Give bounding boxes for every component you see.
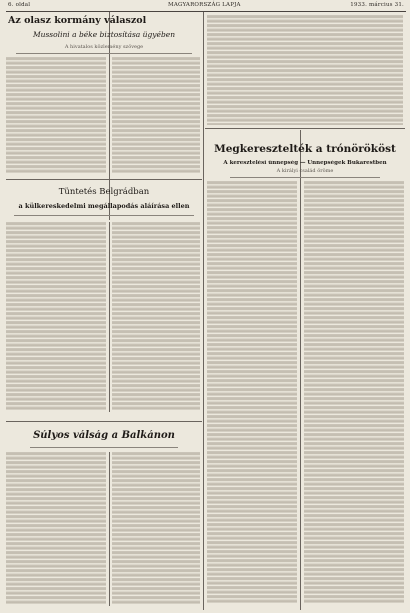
article-2-col-1-text: [6, 222, 106, 410]
running-header: [8, 2, 404, 11]
article-2-title: Tüntetés Belgrádban: [58, 187, 150, 197]
article-1-col-2-text: [112, 57, 200, 174]
article-1-head-rule: [16, 53, 192, 54]
right-column-top-rule: [205, 128, 405, 129]
article-2-subtitle: a külkereskedelmi megállapodás aláírása ellen: [18, 202, 190, 210]
article-4-title: Megkeresztelték a trónörököst: [214, 143, 396, 155]
issue-date: 1933. március 31.: [350, 2, 404, 8]
header-rule: [6, 11, 406, 12]
article-1-col-1-text: [6, 57, 106, 174]
article-1-note: A hivatalos közlemény szövege: [64, 44, 144, 50]
column-rule-2: [203, 12, 204, 610]
article-2-col-2-text: [112, 222, 200, 410]
article-4-subtitle: A keresztelési ünnepség — Ünnepségek Bukarestben: [223, 160, 387, 166]
article-3-column-rule: [109, 452, 110, 606]
article-3-head-rule: [30, 447, 178, 448]
right-column-top-text: [207, 15, 403, 125]
article-3-col-2-text: [112, 452, 200, 604]
article-2-head-rule: [14, 215, 194, 216]
article-2-end-rule: [6, 421, 202, 422]
article-4-note: A királyi család öröme: [276, 168, 334, 174]
article-2-column-rule: [109, 222, 110, 412]
article-4-head-rule: [230, 177, 380, 178]
masthead: MAGYARORSZÁG LAPJA: [168, 2, 241, 8]
page-number: 6. oldal: [8, 2, 31, 8]
article-1-end-rule: [6, 179, 202, 180]
article-4-col-2-text: [304, 181, 404, 604]
column-rule-3: [300, 130, 301, 610]
article-3-col-1-text: [6, 452, 106, 604]
article-4-col-1-text: [207, 181, 297, 604]
article-1-subtitle: Mussolini a béke biztosítása ügyében: [32, 30, 176, 39]
article-3-title: Súlyos válság a Balkánon: [33, 430, 175, 441]
article-1-title: Az olasz kormány válaszol: [8, 15, 147, 26]
